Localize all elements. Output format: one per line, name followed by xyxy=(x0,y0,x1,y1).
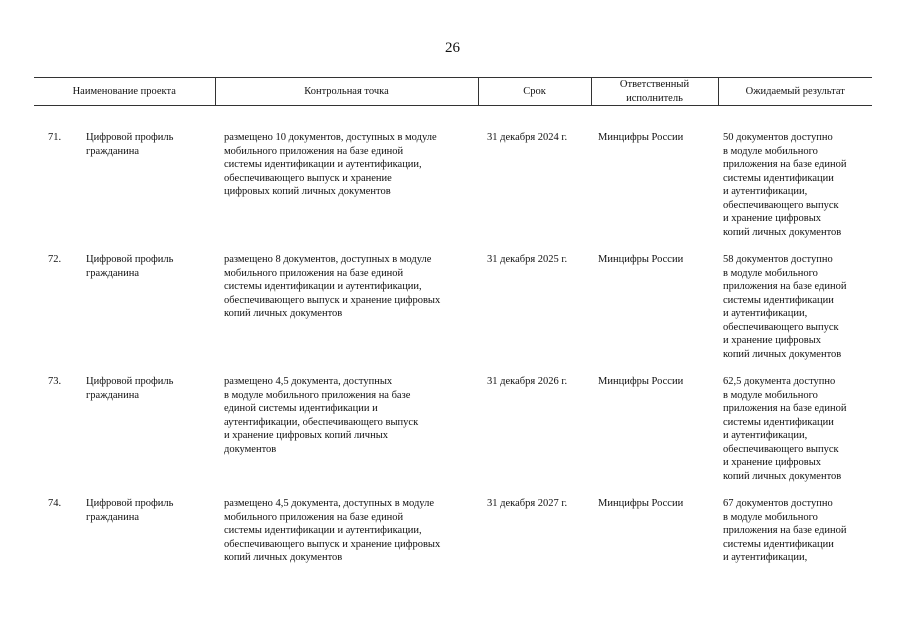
checkpoint-text: размещено 4,5 документа, доступных в модуле мобильного приложения на базе единой системы идентификации и аутентификации, обеспечивающего выпуск и хранение цифровых копий личных документов xyxy=(224,376,419,455)
checkpoint-text: размещено 4,5 документа, доступных в модуле мобильного приложения на базе единой системы идентификации и аутентификации, обеспечивающего выпуск и хранение цифровых копий личных документов xyxy=(224,498,441,563)
deadline: 31 декабря 2027 г. xyxy=(487,498,568,509)
project-name: Цифровой профиль гражданина xyxy=(86,376,174,401)
project-name: Цифровой профиль гражданина xyxy=(86,132,174,157)
executor: Минцифры России xyxy=(598,132,684,143)
page-number: 26 xyxy=(445,40,460,56)
row-number: 73. xyxy=(48,376,62,387)
project-name: Цифровой профиль гражданина xyxy=(86,254,174,279)
executor: Минцифры России xyxy=(598,498,684,509)
header-executor: Ответственный исполнитель xyxy=(591,78,718,106)
checkpoint-text: размещено 10 документов, доступных в модуле мобильного приложения на базе единой системы идентификации и аутентификации, обеспечивающего выпуск и хранение цифровых копий личных документов xyxy=(224,132,437,197)
expected-result: 62,5 документа доступно в модуле мобильного приложения на базе единой системы идентификации и аутентификации, обеспечивающего выпуск и хранение цифровых копий личных документов xyxy=(723,376,847,482)
row-number: 72. xyxy=(48,254,62,265)
projects-table xyxy=(34,77,872,565)
table-row xyxy=(34,131,872,253)
expected-result: 50 документов доступно в модуле мобильного приложения на базе единой системы идентификации и аутентификации, обеспечивающего выпуск и хранение цифровых копий личных документов xyxy=(723,132,847,238)
header-checkpoint: Контрольная точка xyxy=(215,78,478,106)
executor: Минцифры России xyxy=(598,376,684,387)
deadline: 31 декабря 2025 г. xyxy=(487,254,568,265)
expected-result: 67 документов доступно в модуле мобильного приложения на базе единой системы идентификации и аутентификации, xyxy=(723,498,847,563)
header-deadline: Срок xyxy=(478,78,591,106)
deadline: 31 декабря 2024 г. xyxy=(487,132,568,143)
executor: Минцифры России xyxy=(598,254,684,265)
table-row xyxy=(34,375,872,497)
header-expected-result: Ожидаемый результат xyxy=(718,78,872,106)
deadline: 31 декабря 2026 г. xyxy=(487,376,568,387)
expected-result: 58 документов доступно в модуле мобильного приложения на базе единой системы идентификации и аутентификации, обеспечивающего выпуск и хранение цифровых копий личных документов xyxy=(723,254,847,360)
header-project-name: Наименование проекта xyxy=(34,78,215,106)
row-number: 71. xyxy=(48,132,62,143)
project-name: Цифровой профиль гражданина xyxy=(86,498,174,523)
table-row xyxy=(34,253,872,375)
table-row xyxy=(34,497,872,565)
row-number: 74. xyxy=(48,498,62,509)
table-header-row xyxy=(34,78,872,106)
checkpoint-text: размещено 8 документов, доступных в модуле мобильного приложения на базе единой системы идентификации и аутентификации, обеспечивающего выпуск и хранение цифровых копий личных документов xyxy=(224,254,441,319)
